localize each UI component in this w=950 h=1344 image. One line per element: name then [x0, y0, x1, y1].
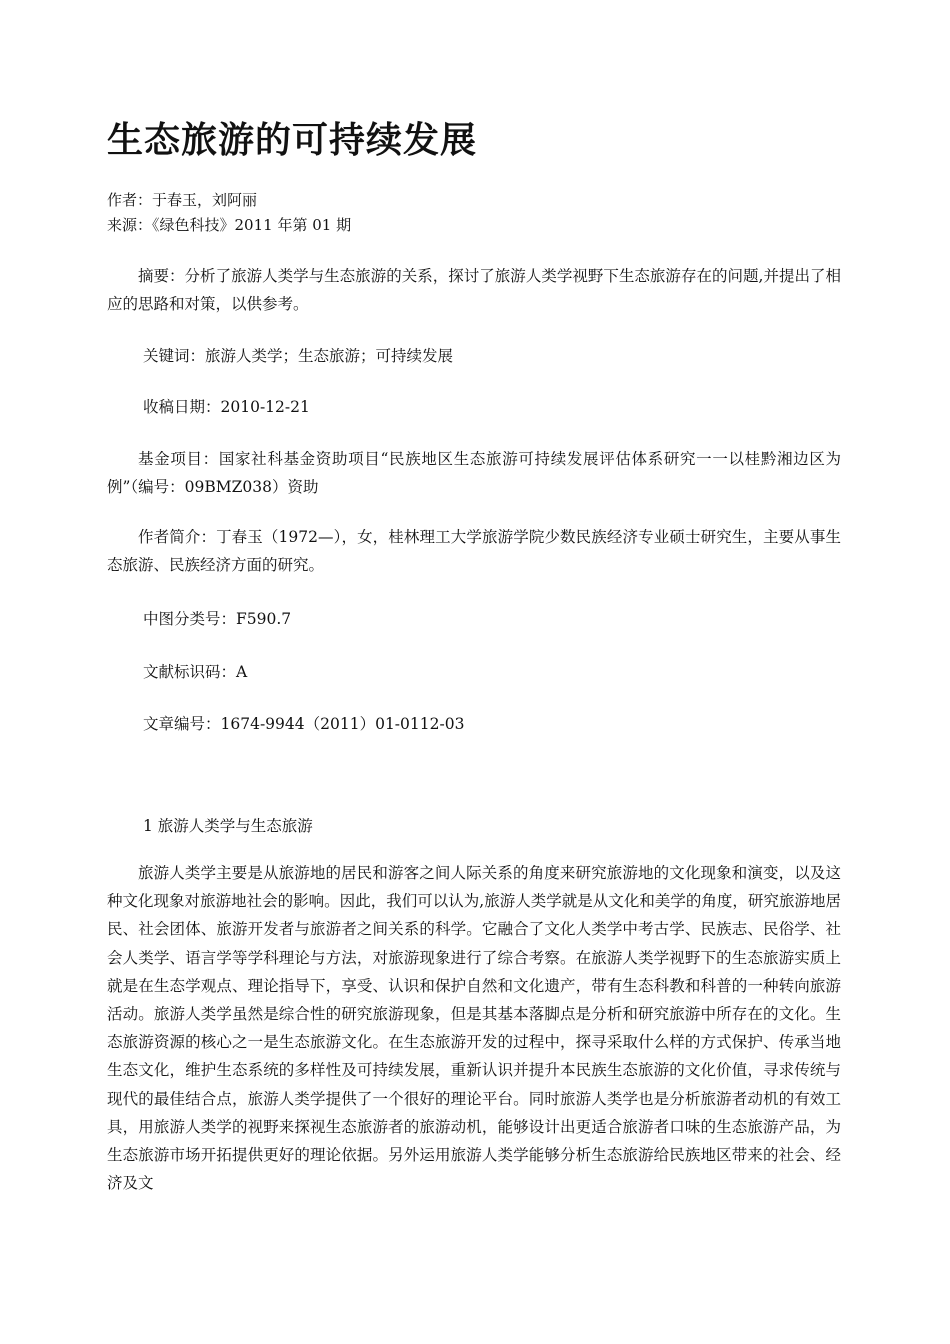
document-code: 文献标识码：A — [143, 663, 248, 681]
source-line: 来源：《绿色科技》2011 年第 01 期 — [107, 216, 352, 234]
author-bio: 作者简介：丁春玉（1972—），女，桂林理工大学旅游学院少数民族经济专业硕士研究生，主要从事生态旅游、民族经济方面的研究。 — [107, 528, 841, 575]
clc-number: 中图分类号：F590.7 — [143, 610, 292, 628]
section-heading: 1 旅游人类学与生态旅游 — [143, 817, 313, 835]
fund-info: 基金项目：国家社科基金资助项目“民族地区生态旅游可持续发展评估体系研究一一以桂黔湘边区为例”（编号：09BMZ038）资助 — [107, 450, 841, 497]
keywords: 关键词：旅游人类学；生态旅游；可持续发展 — [143, 347, 454, 365]
received-date: 收稿日期：2010-12-21 — [143, 398, 310, 416]
author-line: 作者：于春玉，刘阿丽 — [107, 191, 258, 209]
abstract: 摘要：分析了旅游人类学与生态旅游的关系，探讨了旅游人类学视野下生态旅游存在的问题,并提出了相应的思路和对策，以供参考。 — [107, 267, 841, 314]
article-title: 生态旅游的可持续发展 — [107, 120, 478, 161]
section-body: 旅游人类学主要是从旅游地的居民和游客之间人际关系的角度来研究旅游地的文化现象和演变，以及这种文化现象对旅游地社会的影响。因此，我们可以认为,旅游人类学就是从文化和美学的角度，研究旅游地居民、社会团体、旅游开发者与旅游者之间关系的科学。它融合了文化人类学中考古学、民族志、民俗学、社会人类学、语言学等学科理论与方法，对旅游现象进行了综合考察。在旅游人类学视野下的生态旅游实质上就是在生态学观点、理论指导下，享受、认识和保护自然和文化遗产，带有生态科教和科普的一种转向旅游活动。旅游人类学虽然是综合性的研究旅游现象，但是其基本落脚点是分析和研究旅游中所存在的文化。生态旅游资源的核心之一是生态旅游文化。在生态旅游开发的过程中，探寻采取什么样的方式保护、传承当地生态文化，维护生态系统的多样性及可持续发展，重新认识并提升本民族生态旅游的文化价值，寻求传统与现代的最佳结合点，旅游人类学提供了一个很好的理论平台。同时旅游人类学也是分析旅游者动机的有效工具，用旅游人类学的视野来探视生态旅游者的旅游动机，能够设计出更适合旅游者口味的生态旅游产品，为生态旅游市场开拓提供更好的理论依据。另外运用旅游人类学能够分析生态旅游给民族地区带来的社会、经济及文 — [107, 864, 841, 1193]
article-number: 文章编号：1674-9944（2011）01-0112-03 — [143, 715, 465, 733]
